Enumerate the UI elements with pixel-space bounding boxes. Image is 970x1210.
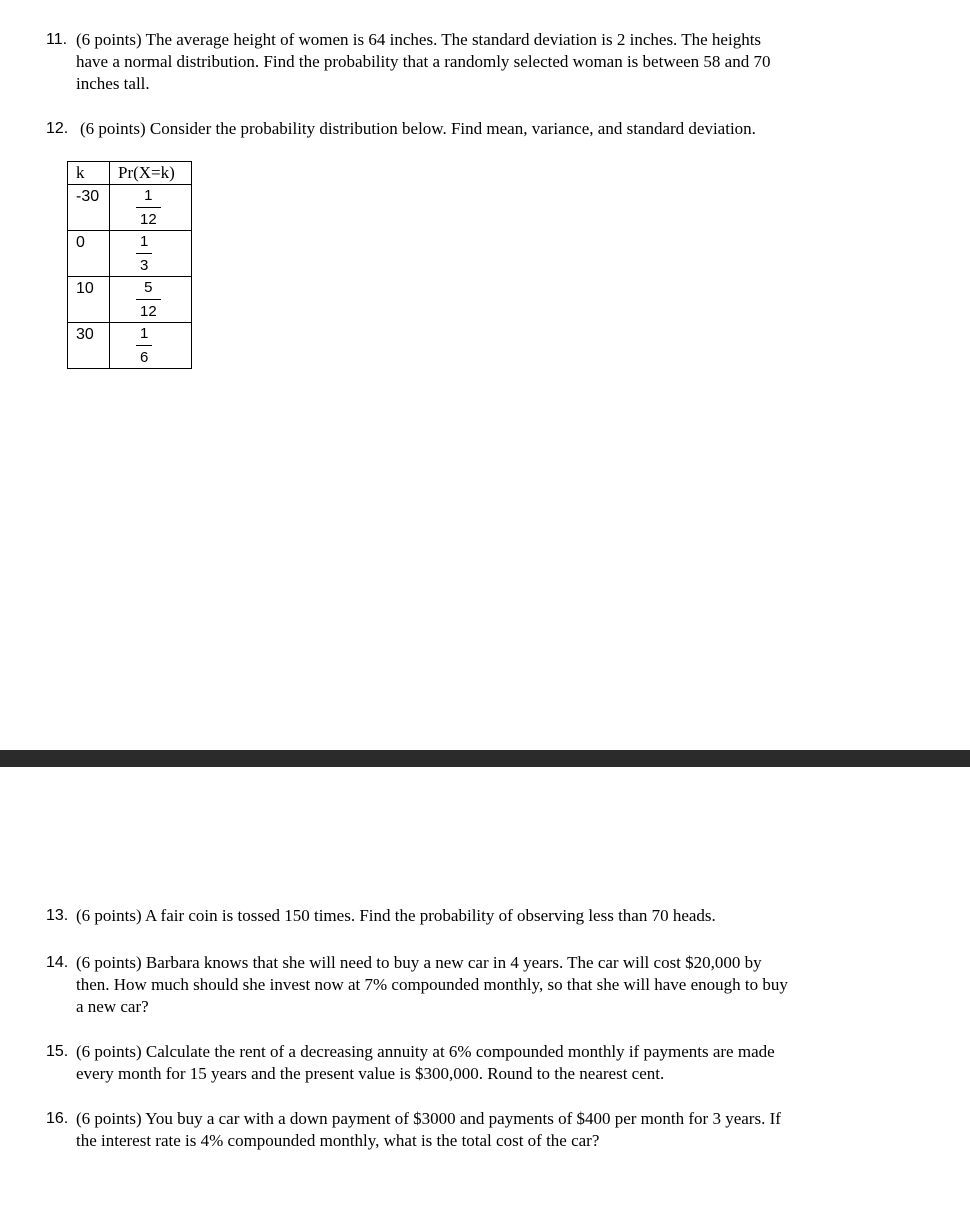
question-13: [46, 905, 926, 927]
table-row: [68, 323, 192, 369]
fraction-bar: [136, 345, 152, 346]
question-11: [46, 29, 926, 95]
question-text-line: a new car?: [76, 997, 149, 1016]
probability-distribution-table: [67, 161, 192, 369]
probability-cell: [110, 323, 192, 369]
k-value: -30: [68, 185, 110, 231]
question-text-line: (6 points) Consider the probability distribution below. Find mean, variance, and standard deviation.: [80, 119, 756, 138]
probability-cell: [110, 185, 192, 231]
table-row: [68, 231, 192, 277]
question-number: 16.: [46, 1110, 69, 1127]
page-bottom: [0, 767, 970, 1210]
probability-cell: [110, 277, 192, 323]
fraction-numerator: 1: [140, 233, 149, 250]
k-value: 10: [68, 277, 110, 323]
fraction-denominator: 3: [140, 257, 149, 274]
question-16: [46, 1108, 926, 1152]
question-number: 11.: [46, 31, 68, 48]
fraction-denominator: 12: [140, 303, 157, 320]
k-value: 30: [68, 323, 110, 369]
question-text-line: (6 points) Barbara knows that she will need to buy a new car in 4 years. The car will cost $20,000 by: [76, 953, 762, 972]
question-text-line: then. How much should she invest now at 7% compounded monthly, so that she will have enough to buy: [76, 975, 788, 994]
table-header-row: [68, 162, 192, 185]
question-text-line: inches tall.: [76, 74, 150, 93]
header-probability: Pr(X=k): [110, 162, 192, 185]
fraction-numerator: 1: [140, 325, 149, 342]
question-text-line: have a normal distribution. Find the probability that a randomly selected woman is between 58 and 70: [76, 52, 771, 71]
fraction-denominator: 6: [140, 349, 149, 366]
fraction: [136, 325, 152, 366]
question-text-line: (6 points) Calculate the rent of a decreasing annuity at 6% compounded monthly if payments are made: [76, 1042, 775, 1061]
question-text-line: (6 points) You buy a car with a down payment of $3000 and payments of $400 per month for 3 years. If: [76, 1109, 781, 1128]
question-text-line: every month for 15 years and the present value is $300,000. Round to the nearest cent.: [76, 1064, 665, 1083]
fraction-bar: [136, 207, 161, 208]
table-row: [68, 185, 192, 231]
question-text-line: the interest rate is 4% compounded monthly, what is the total cost of the car?: [76, 1131, 600, 1150]
header-k: k: [68, 162, 110, 185]
table-row: [68, 277, 192, 323]
page-break-divider: [0, 750, 970, 767]
fraction-denominator: 12: [140, 211, 157, 228]
question-15: [46, 1041, 926, 1085]
question-number: 12.: [46, 120, 69, 137]
fraction-bar: [136, 253, 152, 254]
fraction: [136, 187, 161, 228]
question-text-line: (6 points) A fair coin is tossed 150 times. Find the probability of observing less than 70 heads.: [76, 906, 716, 925]
fraction-numerator: 5: [144, 279, 153, 296]
fraction-numerator: 1: [144, 187, 153, 204]
question-number: 15.: [46, 1043, 69, 1060]
k-value: 0: [68, 231, 110, 277]
probability-cell: [110, 231, 192, 277]
fraction-bar: [136, 299, 161, 300]
question-number: 14.: [46, 954, 69, 971]
question-12: [46, 118, 926, 140]
question-14: [46, 952, 926, 1018]
question-number: 13.: [46, 907, 69, 924]
question-text-line: (6 points) The average height of women is 64 inches. The standard deviation is 2 inches. The heights: [76, 30, 762, 49]
fraction: [136, 233, 152, 274]
fraction: [136, 279, 161, 320]
